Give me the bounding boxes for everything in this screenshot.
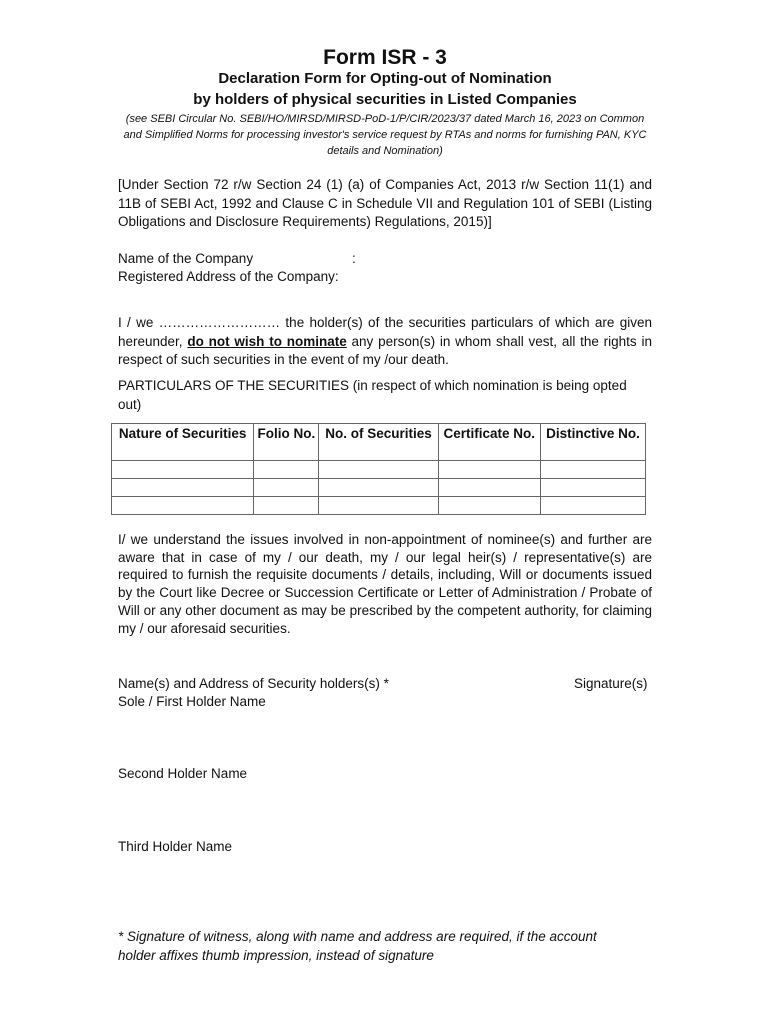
securities-table [111,423,646,515]
table-header-row [112,424,646,461]
table-row [112,461,646,479]
header-certificate: Certificate No. [438,424,540,461]
footnote: * Signature of witness, along with name and address are required, if the account holder affixes thumb impression, instead of signature [118,929,597,963]
registered-address-label: Registered Address of the Company: [118,269,339,284]
holders-label: Name(s) and Address of Security holders(s) * [118,676,389,691]
header-distinctive: Distinctive No. [540,424,645,461]
circular-note: (see SEBI Circular No. SEBI/HO/MIRSD/MIRSD-PoD-1/P/CIR/2023/37 dated March 16, 2023 on Common and Simplified Norms for processing investor's service request by RTAs and norms for furnishing PAN, KYC details and Nomination) [123,113,647,157]
table-cell[interactable] [254,461,319,479]
declaration-before: I / we ……………………… the holder(s) of the securities particulars of which are given hereunder, [118,315,652,349]
company-name-label: Name of the Company [118,251,254,266]
form-subtitle-2: by holders of physical securities in Listed Companies [193,91,577,108]
first-holder-label: Sole / First Holder Name [118,694,266,709]
table-cell[interactable] [319,461,438,479]
table-cell[interactable] [112,461,254,479]
table-row [112,479,646,497]
understanding-text: I/ we understand the issues involved in non-appointment of nominee(s) and further are aware that in case of my / our death, my / our legal heir(s) / representative(s) are required to furnish the requisite documents / details, including, Will or documents issued by the Court like Decree or Succession Certificate or Letter of Administration / Probate of Will or any other document as may be prescribed by the competent authority, for claiming my / our aforesaid securities. [118,532,652,636]
particulars-heading: PARTICULARS OF THE SECURITIES (in respect of which nomination is being opted out) [118,378,627,412]
legal-basis: [Under Section 72 r/w Section 24 (1) (a) of Companies Act, 2013 r/w Section 11(1) and 11B of SEBI Act, 1992 and Clause C in Schedule VII and Regulation 101 of SEBI (Listing Obligations and Disclosure Requirements) Regulations, 2015)] [118,177,652,229]
company-name-colon: : [352,251,356,266]
header-nature: Nature of Securities [112,424,254,461]
table-cell[interactable] [438,461,540,479]
table-cell[interactable] [438,497,540,515]
declaration-emphasis: do not wish to nominate [187,333,347,349]
header-folio: Folio No. [254,424,319,461]
table-cell[interactable] [319,497,438,515]
table-cell[interactable] [438,479,540,497]
table-cell[interactable] [112,497,254,515]
form-title: Form ISR - 3 [323,46,447,69]
table-cell[interactable] [319,479,438,497]
second-holder-label: Second Holder Name [118,766,248,781]
table-cell[interactable] [540,497,645,515]
declaration-text [118,314,652,370]
table-cell[interactable] [254,497,319,515]
table-cell[interactable] [540,479,645,497]
header-number: No. of Securities [319,424,438,461]
table-cell[interactable] [112,479,254,497]
third-holder-label: Third Holder Name [118,839,233,854]
form-subtitle-1: Declaration Form for Opting-out of Nomination [218,70,552,87]
declaration-after: any person(s) in whom shall vest, all the rights in respect of such securities in the event of my /our death. [118,333,652,367]
signature-label: Signature(s) [574,676,648,691]
table-row [112,497,646,515]
table-cell[interactable] [254,479,319,497]
table-cell[interactable] [540,461,645,479]
